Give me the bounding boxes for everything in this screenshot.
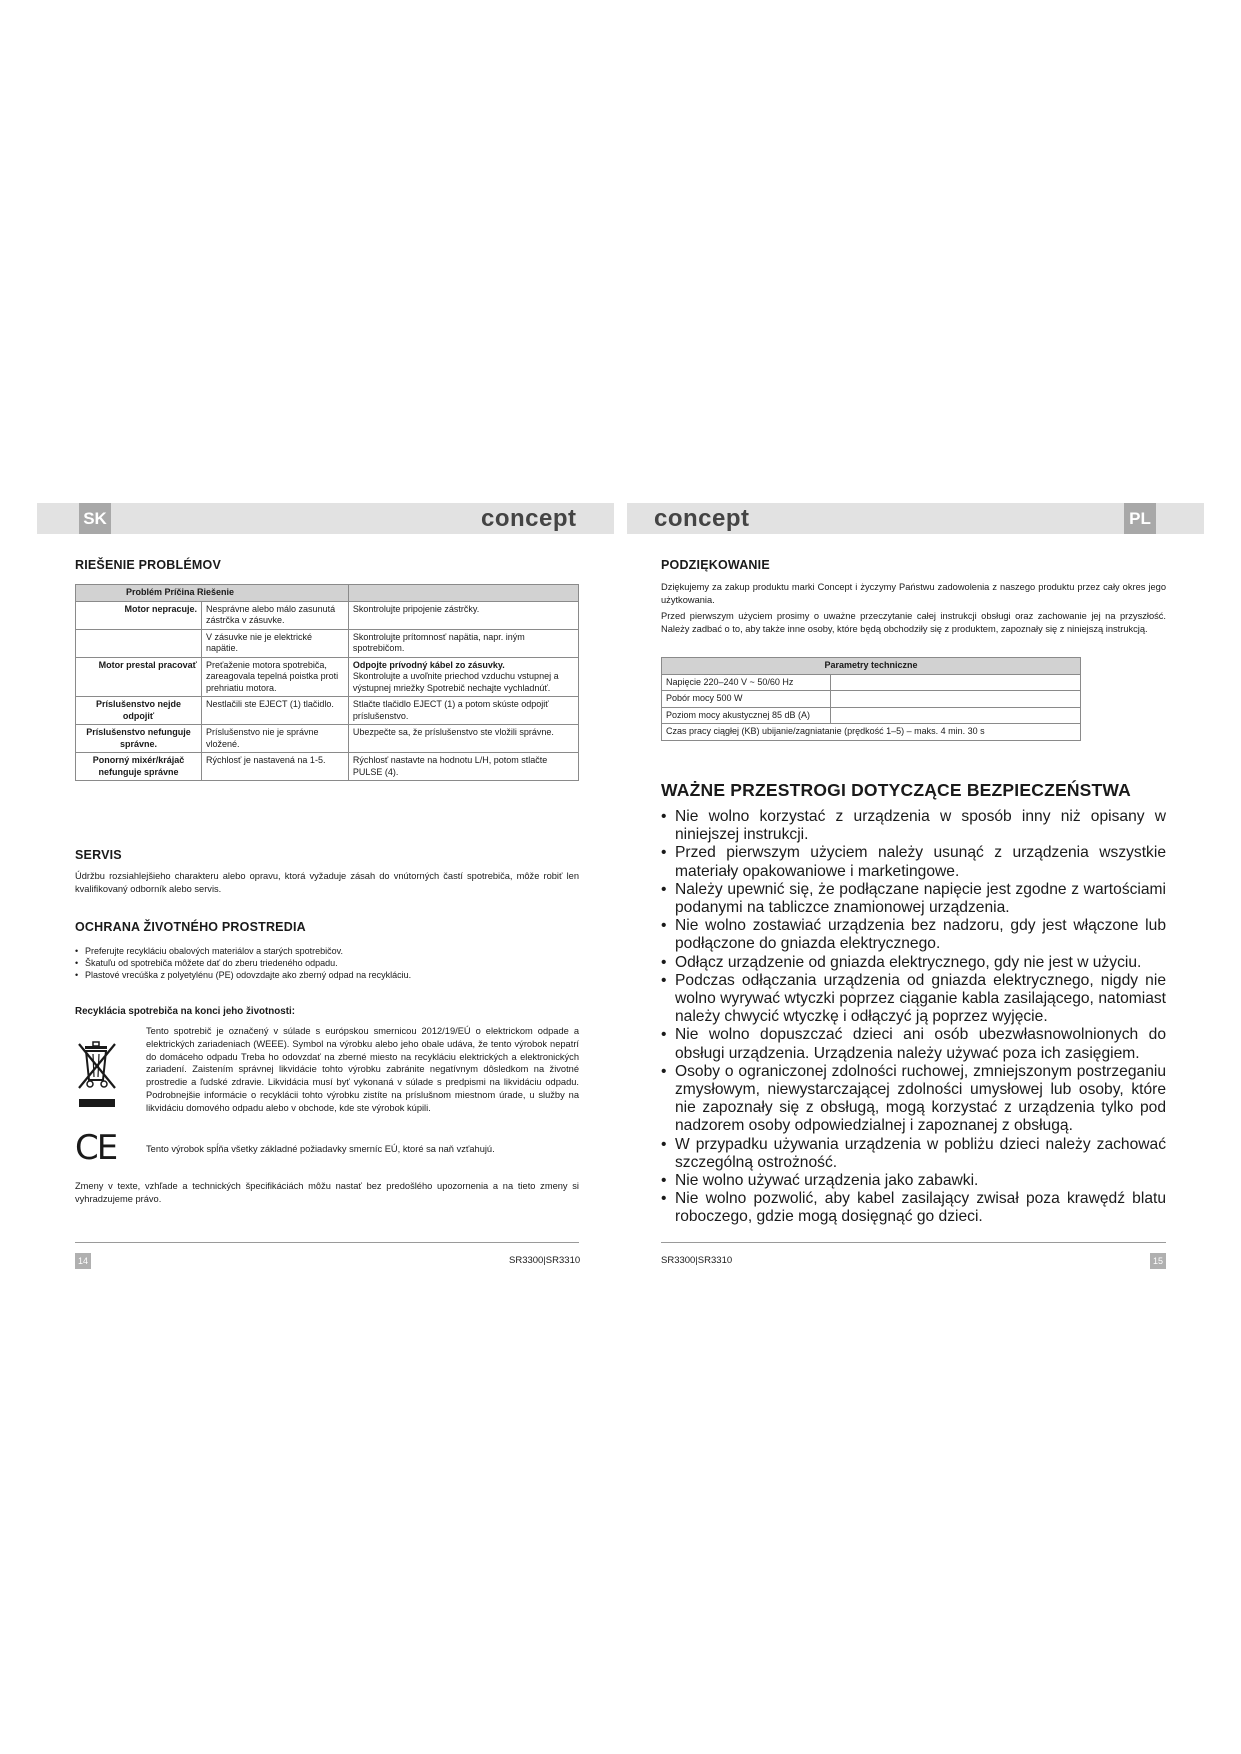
service-title: SERVIS [75,848,122,862]
list-item: • Odłącz urządzenie od gniazda elektrycznego, gdy nie jest w użyciu. [661,954,1166,972]
params-table [661,657,1081,741]
table-row: V zásuvke nie je elektrické napätie. Skontrolujte prítomnosť napätia, napr. iným spotrebičom. [76,629,579,657]
warnings-title: WAŻNE PRZESTROGI DOTYCZĄCE BEZPIECZEŃSTWA [661,780,1132,800]
ce-mark: CE [75,1128,117,1168]
params-title: Parametry techniczne [662,658,1081,675]
list-item: • Nie wolno zostawiać urządzenia bez nadzoru, gdy jest włączone lub podłączone do gniazda elektrycznego. [661,917,1166,953]
thanks-p1: Dziękujemy za zakup produktu marki Concept i życzymy Państwu zadowolenia z naszego produktu przez cały okres jego użytkowania. [661,582,1166,605]
page-number-left: 14 [75,1253,91,1269]
service-text: Údržbu rozsiahlejšieho charakteru alebo opravu, ktorá vyžaduje zásah do vnútorných častí spotrebiča, môže robiť len kvalifikovaný odborník alebo servis. [75,871,579,894]
warnings-list [661,808,1166,1227]
list-item: • Podczas odłączania urządzenia od gniazda elektrycznego, nigdy nie wolno wyrywać wtyczki poprzez ciąganie kabla zasilającego, natomiast należy chwycić wtyczkę i odłączyć ją poprzez wyjęcie. [661,972,1166,1027]
thanks-title: PODZIĘKOWANIE [661,558,770,572]
model-label-left: SR3300|SR3310 [509,1255,581,1266]
list-item: • Nie wolno korzystać z urządzenia w sposób inny niż opisany w niniejszej instrukcji. [661,808,1166,844]
recycling-text: Tento spotrebič je označený v súlade s európskou smernicou 2012/19/EÚ o elektrickom odpade a elektrických zariadeniach (WEEE). Symbol na výrobku alebo jeho obale udáva, že tento výrobok nepatrí do domáceho odpadu Treba ho odovzdať na zberné miesto na recykláciu elektrických a elektronických zariadení. Zaistením správnej likvidácie tohto výrobku zabránite negatívnym dôsledkom na životné prostredie a ľudské zdravie. Likvidácia musí byť vykonaná v súlade s predpismi na likvidáciu odpadu. Podrobnejšie informácie o recyklácii tohto výrobku zistíte na príslušnom miestnom úrade, u služby na likvidáciu domového odpadu alebo v obchode, kde ste výrobok kúpili. [146,1026,579,1113]
recycling-title: Recyklácia spotrebiča na konci jeho životnosti: [75,1006,295,1017]
troubleshooting-title: RIEŠENIE PROBLÉMOV [75,558,221,572]
list-item: • Nie wolno używać urządzenia jako zabawki. [661,1172,1166,1190]
list-item: • Należy upewnić się, że podłączane napięcie jest zgodne z wartościami podanymi na tabliczce znamionowej urządzenia. [661,881,1166,917]
list-item: • W przypadku używania urządzenia w pobliżu dzieci należy zachować szczególną ostrożność. [661,1136,1166,1172]
right-footer-line [661,1242,1166,1243]
brand-logo-left: concept [481,505,577,532]
table-row: Motor nepracuje. Nesprávne alebo málo zasunutá zástrčka v zásuvke. Skontrolujte pripojenie zástrčky. [76,601,579,629]
table-row: Ponorný mixér/krájač nefunguje správne Rýchlosť je nastavená na 1-5. Rýchlosť nastavte na hodnotu L/H, potom stlačte PULSE (4). [76,753,579,781]
ce-text: Tento výrobok spĺňa všetky základné požiadavky smerníc EÚ, ktoré sa naň vzťahujú. [146,1144,495,1154]
list-item: • Škatuľu od spotrebiča môžete dať do zberu triedeného odpadu. [75,957,579,969]
thanks-p2: Przed pierwszym użyciem prosimy o uważne przeczytanie całej instrukcji obsługi oraz zachowanie jej na przyszłość. Należy zadbać o to, aby także inne osoby, które będą obchodziły się z produktem, zapoznały się z niniejszą instrukcją. [661,611,1166,634]
table-header-empty [348,585,578,602]
lang-badge-sk: SK [79,503,111,534]
environment-title: OCHRANA ŽIVOTNÉHO PROSTREDIA [75,920,306,934]
lang-badge-pl: PL [1124,503,1156,534]
list-item: • Nie wolno dopuszczać dzieci ani osób ubezwłasnowolnionych do obsługi urządzenia. Urządzenia należy używać poza ich zasięgiem. [661,1026,1166,1062]
page-number-right: 15 [1150,1253,1166,1269]
table-row: Poziom mocy akustycznej 85 dB (A) [662,707,1081,724]
table-row: Motor prestal pracovať Preťaženie motora spotrebiča, zareagovala tepelná poistka proti prehriatiu motora. Odpojte prívodný kábel zo zásuvky. Skontrolujte a uvoľnite priechod vzduchu vstupnej a výstupnej mriežky Spotrebič nechajte vychladnúť. [76,657,579,697]
list-item: • Osoby o ograniczonej zdolności ruchowej, zmniejszonym postrzeganiu zmysłowym, niewystarczającej zdolności umysłowej lub osoby, które nie zapoznały się z obsługą, mogą korzystać z urządzenia tylko pod nadzorem osoby odpowiedzialnej i zapoznanej z obsługą. [661,1063,1166,1136]
list-item: • Preferujte recykláciu obalových materiálov a starých spotrebičov. [75,945,579,957]
left-footer-line [75,1242,579,1243]
table-row: Pobór mocy 500 W [662,691,1081,708]
brand-logo-right: concept [654,505,750,532]
model-label-right: SR3300|SR3310 [661,1255,733,1266]
environment-list [75,945,579,981]
table-row: Príslušenstvo nefunguje správne. Príslušenstvo nie je správne vložené. Ubezpečte sa, že príslušenstvo ste vložili správne. [76,725,579,753]
weee-bin-icon [75,1040,120,1108]
list-item: • Plastové vrecúška z polyetylénu (PE) odovzdajte ako zberný odpad na recykláciu. [75,969,579,981]
table-row: Príslušenstvo nejde odpojiť Nestlačili ste EJECT (1) tlačidlo. Stlačte tlačidlo EJECT (1) a potom skúste odpojiť príslušenstvo. [76,697,579,725]
table-header: Problém Príčina Riešenie [76,585,349,602]
changes-text: Zmeny v texte, vzhľade a technických špecifikáciách môžu nastať bez predošlého upozornenia a na tieto zmeny si vyhradzujeme právo. [75,1181,579,1204]
list-item: • Nie wolno pozwolić, aby kabel zasilający zwisał poza krawędź blatu roboczego, gdzie mogą dosięgnąć go dzieci. [661,1190,1166,1226]
list-item: • Przed pierwszym użyciem należy usunąć z urządzenia wszystkie materiały opakowaniowe i marketingowe. [661,844,1166,880]
table-row: Napięcie 220–240 V ~ 50/60 Hz [662,674,1081,691]
table-row: Czas pracy ciągłej (KB) ubijanie/zagniatanie (prędkość 1–5) – maks. 4 min. 30 s [662,724,1081,741]
troubleshooting-table [75,584,579,781]
